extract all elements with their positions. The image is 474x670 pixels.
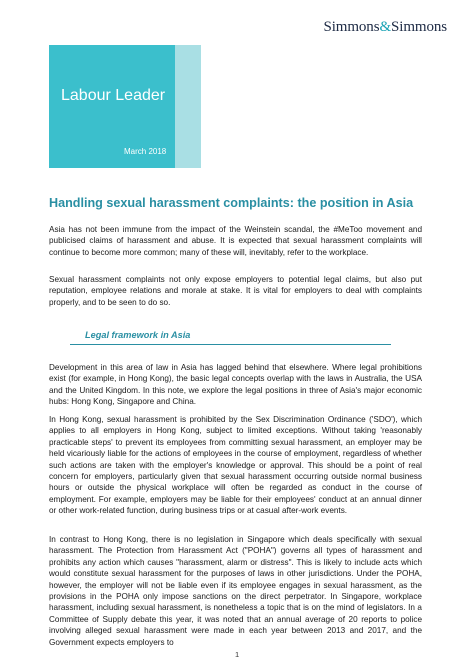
intro-paragraph: Sexual harassment complaints not only expose employers to potential legal claims, but also put reputation, employee relations and morale at stake. It is vital for employers to deal with complaints properly, and to be seen to do so. bbox=[49, 275, 422, 307]
section-title: Legal framework in Asia bbox=[85, 330, 191, 340]
brand-logo bbox=[323, 19, 447, 36]
section-divider bbox=[70, 344, 391, 345]
brand-ampersand: & bbox=[379, 19, 392, 35]
hero-accent-bar bbox=[175, 45, 201, 168]
body-paragraph: In contrast to Hong Kong, there is no legislation in Singapore which deals specifically with sexual harassment. The Protection from Harassment Act ("POHA") governs all types of harassment and prohibits any action which causes "harassment, alarm or distress". This is likely to include acts which would constitute sexual harassment for the purposes of laws in other jurisdictions. Under the POHA, however, the employer will not be liable even if its employee engages in sexual harassment, as the provisions in the POHA only impose sanctions on the direct perpetrator. In Singapore, workplace harassment, including sexual harassment, is nonetheless a topic that is on the mind of legislators. In a Committee of Supply debate this year, it was noted that an annual average of 20 reports to police involving alleged sexual harassment were made in each year between 2013 and 2017, and the Government expects employers to bbox=[49, 535, 422, 647]
hero-date: March 2018 bbox=[124, 147, 167, 156]
hero-title: Labour Leader bbox=[61, 87, 166, 104]
page-number: 1 bbox=[235, 650, 240, 659]
brand-right: Simmons bbox=[391, 19, 447, 35]
body-paragraph: In Hong Kong, sexual harassment is prohibited by the Sex Discrimination Ordinance ('SDO'), which applies to all employers in Hong Kong, subject to limited exceptions. Without taking 'reasonably practicable steps' to prevent its employees from committing sexual harassment, an employer may be held vicariously liable for the actions of employees in the course of employment, regardless of whether such actions are taken with the employer's knowledge or approval. This should be a point of real concern for employers, particularly given that sexual harassment occurring outside normal business hours or outside the physical workplace will often be regarded as conduct in the course of employment. For example, employers may be liable for their employees' conduct at an annual dinner or other work-related function, during business trips or at casual after-work events. bbox=[49, 415, 422, 516]
brand-left: Simmons bbox=[323, 19, 380, 35]
intro-paragraph: Asia has not been immune from the impact of the Weinstein scandal, the #MeToo movement and publicised claims of harassment and abuse. It is expected that sexual harassment complaints will continue to become more common; many of these will, inevitably, refer to the workplace. bbox=[49, 225, 422, 257]
body-paragraph: Development in this area of law in Asia has lagged behind that elsewhere. Where legal prohibitions exist (for example, in Hong Kong), the basic legal concepts overlap with the laws in Australia, the USA and the United Kingdom. In this note, we explore the legal positions in three of Asia's major economic hubs: Hong Kong, Singapore and China. bbox=[49, 363, 422, 407]
page-title: Handling sexual harassment complaints: the position in Asia bbox=[49, 196, 414, 210]
